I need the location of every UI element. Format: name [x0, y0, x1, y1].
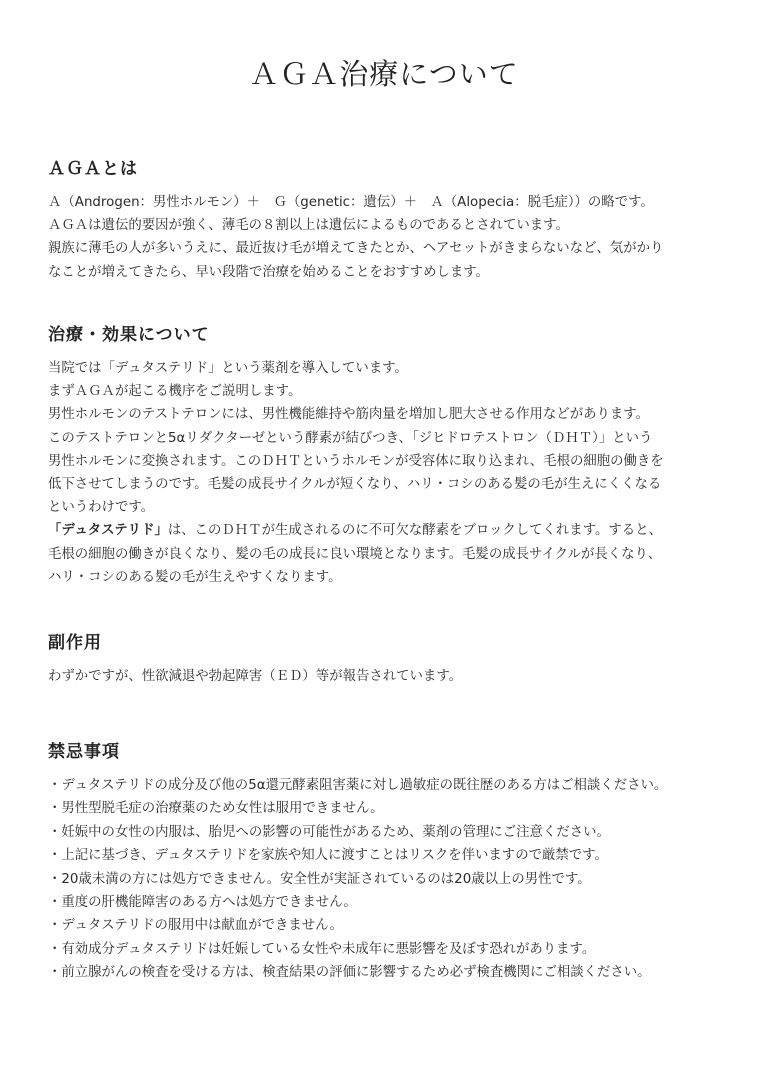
list-item: ・20歳未満の方には処方できません。安全性が実証されているのは20歳以上の男性です。: [48, 871, 591, 887]
paragraph-line: 親族に薄毛の人が多いうえに、最近抜け毛が増えてきたとか、ヘアセットがきまらないなど、気がかり: [48, 241, 664, 257]
list-item: ・有効成分デュタステリドは妊娠している女性や未成年に悪影響を及ぼす恐れがあります。: [48, 941, 596, 957]
page-title: ＡＧＡ治療について: [249, 57, 519, 91]
section-side-effects: [48, 628, 738, 688]
section-heading-side-effects: 副作用: [48, 633, 102, 653]
paragraph-line: ＡＧＡは遺伝的要因が強く、薄毛の８割以上は遺伝によるものであるとされています。: [48, 218, 569, 234]
paragraph-line: [48, 519, 738, 542]
section-heading-treatment: 治療・効果について: [48, 325, 210, 345]
section-aga: [48, 154, 738, 284]
section-contraindications: [48, 737, 738, 985]
paragraph-line: 低下させてしまうのです。毛髪の成長サイクルが短くなり、ハリ・コシのある髪の毛が生えにくくなる: [48, 477, 662, 493]
paragraph-line: ハリ・コシのある髪の毛が生えやすくなります。: [48, 569, 342, 585]
list-item: ・妊娠中の女性の内服は、胎児への影響の可能性があるため、薬剤の管理にご注意ください。: [48, 824, 610, 840]
paragraph-line: まずＡＧＡが起こる機序をご説明します。: [48, 384, 302, 400]
list-item: ・デュタステリドの成分及び他の5α還元酵素阻害薬に対し過敏症の既往歴のある方はご相談ください。: [48, 778, 668, 793]
paragraph-line: 毛根の細胞の働きが良くなり、髪の毛の成長に良い環境となります。毛髪の成長サイクルが長くなり、: [48, 546, 662, 562]
section-heading-contraindications: 禁忌事項: [48, 742, 120, 762]
list-item: ・重度の肝機能障害のある方へは処方できません。: [48, 895, 357, 911]
list-item: ・デュタステリドの服用中は献血ができません。: [48, 918, 343, 934]
paragraph-line: このテストテロンと5αリダクターゼという酵素が結びつき、「ジヒドロテストロン（ＤＨＴ）」という: [48, 430, 653, 446]
section-treatment: [48, 320, 738, 589]
paragraph-line: Ａ（Androgen：男性ホルモン）＋ Ｇ（genetic：遺伝）＋ Ａ（Alopecia：脱毛症））の略です。: [48, 195, 654, 210]
dutasteride-emphasis: 「デュタステリド」: [48, 523, 168, 539]
paragraph-text: は、このＤＨＴが生成されるのに不可欠な酵素をブロックしてくれます。すると、: [167, 523, 662, 539]
paragraph-line: 男性ホルモンのテストテロンには、男性機能維持や筋肉量を増加し肥大させる作用などがあります。: [48, 407, 649, 423]
section-heading-aga: ＡＧＡとは: [48, 159, 138, 179]
paragraph-line: なことが増えてきたら、早い段階で治療を始めることをおすすめします。: [48, 264, 489, 280]
paragraph-line: というわけです。: [48, 500, 155, 516]
paragraph-line: 当院では「デュタステリド」という薬剤を導入しています。: [48, 361, 408, 376]
list-item: ・前立腺がんの検査を受ける方は、検査結果の評価に影響するため必ず検査機関にご相談ください。: [48, 965, 651, 981]
paragraph-line: 男性ホルモンに変換されます。このＤＨＴというホルモンが受容体に取り込まれ、毛根の細胞の働きを: [48, 453, 664, 469]
list-item: ・男性型脱毛症の治療薬のため女性は服用できません。: [48, 801, 384, 817]
paragraph-line: わずかですが、性欲減退や勃起障害（ＥＤ）等が報告されています。: [48, 669, 463, 684]
list-item: ・上記に基づき、デュタステリドを家族や知人に渡すことはリスクを伴いますので厳禁です。: [48, 848, 608, 864]
